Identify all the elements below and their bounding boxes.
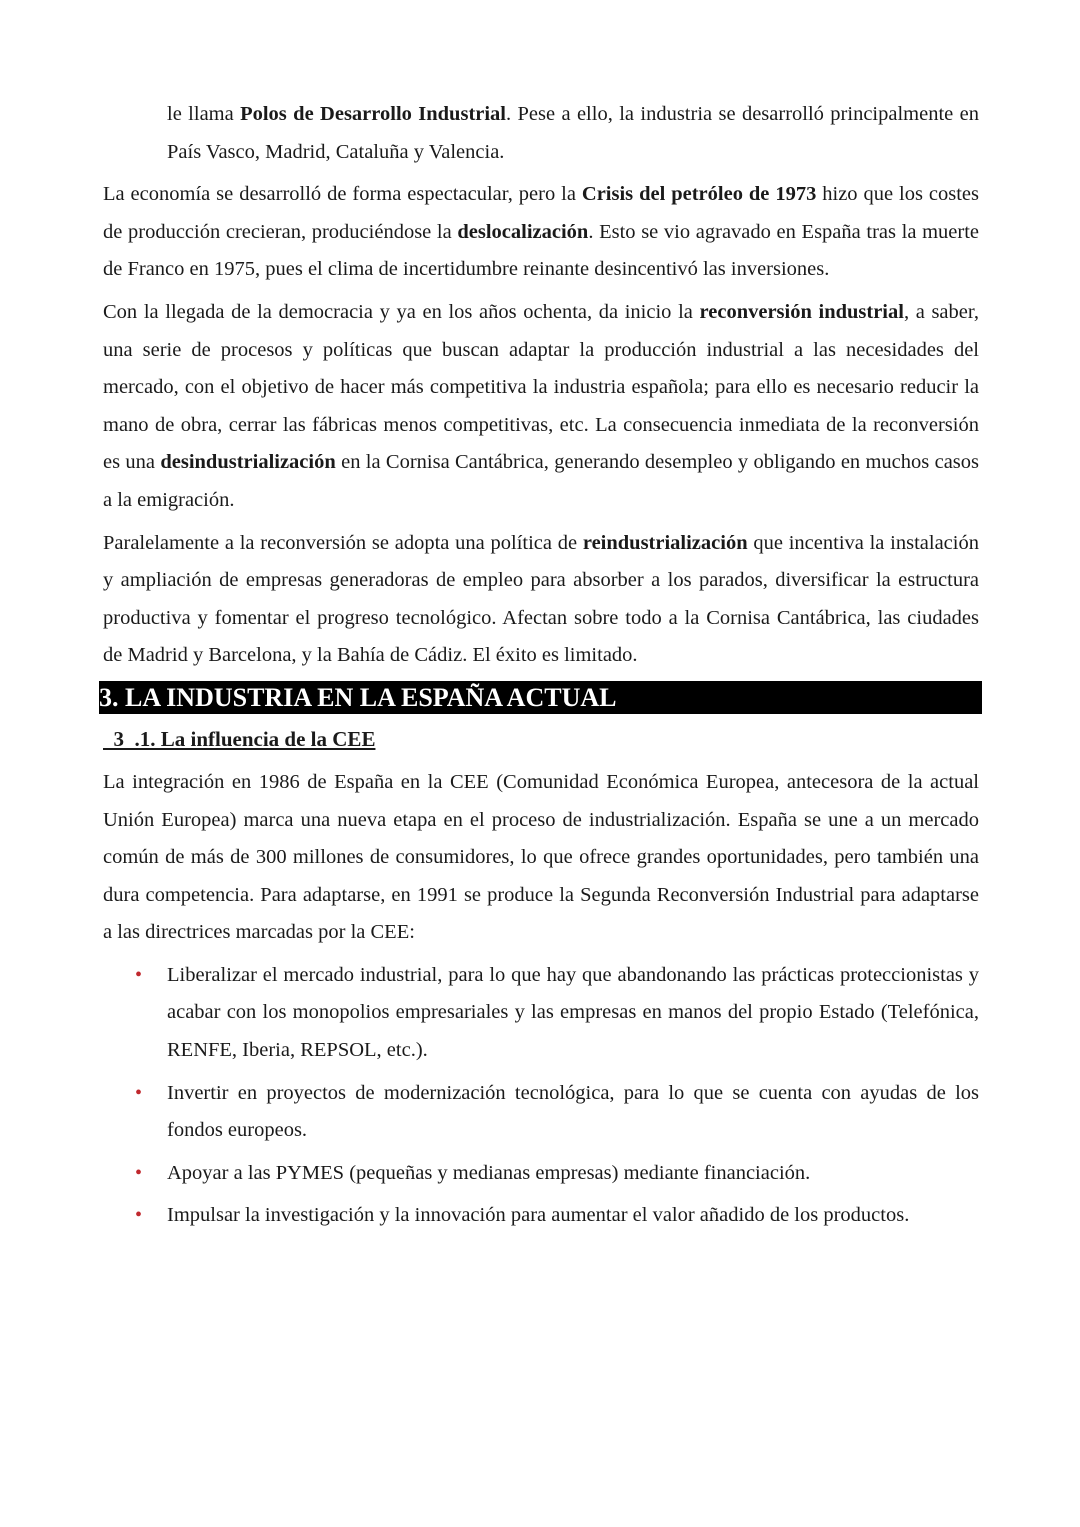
intro-bold-term: Polos de Desarrollo Industrial bbox=[240, 103, 507, 125]
paragraph-reindustrializacion bbox=[103, 525, 979, 675]
directives-list bbox=[103, 957, 979, 1235]
text-run: Con la llegada de la democracia y ya en los años ochenta, da inicio la bbox=[103, 300, 700, 323]
text-run: La economía se desarrolló de forma espectacular, pero la bbox=[103, 183, 582, 206]
bullet-icon: • bbox=[135, 1081, 143, 1104]
section-heading: 3. LA INDUSTRIA EN LA ESPAÑA ACTUAL bbox=[99, 681, 982, 714]
list-item-text: Apoyar a las PYMES (pequeñas y medianas empresas) mediante financiación. bbox=[167, 1161, 811, 1184]
bold-term-reconversion: reconversión industrial bbox=[699, 300, 904, 323]
paragraph-reconversion bbox=[103, 294, 979, 520]
bold-term-oil-crisis: Crisis del petróleo de 1973 bbox=[581, 183, 817, 206]
text-run: en la Cornisa Cantábrica, generando desempleo y obligando en muchos casos a la emigración. bbox=[103, 451, 979, 511]
list-item bbox=[103, 1075, 979, 1150]
intro-paragraph bbox=[103, 96, 979, 171]
bullet-icon: • bbox=[135, 963, 143, 986]
bold-term-deslocalizacion: deslocalización bbox=[457, 220, 589, 243]
list-item-text: Impulsar la investigación y la innovación para aumentar el valor añadido de los productos. bbox=[167, 1204, 910, 1227]
list-item bbox=[103, 957, 979, 1070]
bold-term-reindustrializacion: reindustrialización bbox=[582, 531, 748, 554]
bullet-icon: • bbox=[135, 1204, 143, 1227]
paragraph-cee: La integración en 1986 de España en la CEE (Comunidad Económica Europea, antecesora de la actual Unión Europea) marca una nueva etapa en el proceso de industrialización. España se une a un mercado común de más de 300 millones de consumidores, lo que ofrece grandes oportunidades, pero también una dura competencia. Para adaptarse, en 1991 se produce la Segunda Reconversión Industrial para adaptarse a las directrices marcadas por la CEE: bbox=[103, 770, 979, 944]
paragraph-oil-crisis bbox=[103, 176, 979, 289]
intro-text: le llama bbox=[167, 103, 241, 125]
bullet-icon: • bbox=[135, 1161, 143, 1184]
text-run: que incentiva la instalación y ampliación de empresas generadoras de empleo para absorber a los parados, diversificar la estructura productiva y fomentar el progreso tecnológico. Afectan sobre todo a la Cornisa Cantábrica, las ciudades de Madrid y Barcelona, y la Bahía de Cádiz. El éxito es limitado. bbox=[103, 531, 979, 667]
text-run: Paralelamente a la reconversión se adopta una política de bbox=[103, 531, 583, 554]
list-item-text: Invertir en proyectos de modernización tecnológica, para lo que se cuenta con ayudas de los fondos europeos. bbox=[167, 1081, 979, 1142]
document-page bbox=[99, 96, 980, 1240]
bold-term-desindustrializacion: desindustrialización bbox=[160, 451, 336, 474]
list-item bbox=[103, 1197, 979, 1235]
list-item bbox=[103, 1155, 979, 1193]
list-item-text: Liberalizar el mercado industrial, para lo que hay que abandonando las prácticas proteccionistas y acabar con los monopolios empresariales y las empresas en manos del propio Estado (Telefónica, RENFE, Iberia, REPSOL, etc.). bbox=[167, 963, 979, 1062]
intro-text-end: . Pese a ello, la industria se desarrolló principalmente en País Vasco, Madrid, Cataluña y Valencia. bbox=[167, 103, 979, 163]
text-run: hizo que los costes de producción crecieran, produciéndose la bbox=[103, 183, 979, 243]
subsection-heading: 3 .1. La influencia de la CEE bbox=[103, 726, 376, 751]
text-run: . Esto se vio agravado en España tras la muerte de Franco en 1975, pues el clima de incertidumbre reinante desincentivó las inversiones. bbox=[103, 220, 979, 281]
text-run: , a saber, una serie de procesos y políticas que buscan adaptar la producción industrial a las necesidades del mercado, con el objetivo de hacer más competitiva la industria española; para ello es necesario reducir la mano de obra, cerrar las fábricas menos competitivas, etc. La consecuencia inmediata de la reconversión es una bbox=[103, 300, 980, 474]
